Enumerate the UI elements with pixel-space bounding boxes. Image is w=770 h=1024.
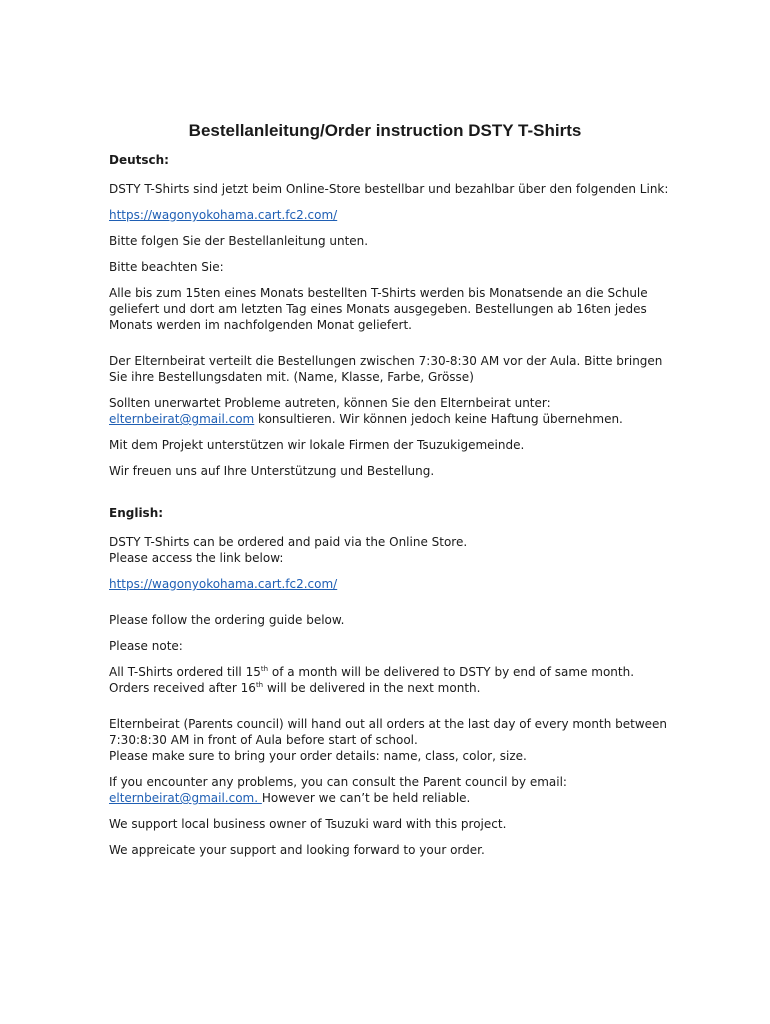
german-contact-info [109,395,669,427]
english-thanks: We appreicate your support and looking forward to your order. [109,843,485,857]
english-bring-details: Please make sure to bring your order details: name, class, color, size. [109,749,527,763]
english-distribution-info [109,716,669,764]
german-heading: Deutsch: [109,153,169,167]
english-delivery-info [109,664,669,696]
english-link-paragraph [109,576,669,592]
german-link-paragraph [109,207,669,223]
english-contact-info [109,774,669,806]
english-delivery-sup1: th [260,665,269,673]
english-delivery-text-c: will be delivered in the next month. [263,681,481,695]
english-heading: English: [109,506,164,520]
english-delivery-sup2: th [255,681,264,689]
english-support-local: We support local business owner of Tsuzuki ward with this project. [109,817,507,831]
english-liability-text: However we can’t be held reliable. [261,791,471,805]
german-store-link[interactable]: https://wagonyokohama.cart.fc2.com/ [109,208,338,222]
english-note-label: Please note: [109,639,183,653]
english-follow-guide: Please follow the ordering guide below. [109,613,345,627]
german-distribution-info: Der Elternbeirat verteilt die Bestellungen zwischen 7:30-8:30 AM vor der Aula. Bitte bringen Sie ihre Bestellungsdaten mit. (Name, Klasse, Farbe, Grösse) [109,354,663,384]
document-body [109,120,669,868]
english-email-link[interactable]: elternbeirat@gmail.com. [109,791,262,805]
english-store-link[interactable]: https://wagonyokohama.cart.fc2.com/ [109,577,338,591]
english-contact-text: If you encounter any problems, you can consult the Parent council by email: [109,775,567,789]
german-follow-guide: Bitte folgen Sie der Bestellanleitung unten. [109,234,369,248]
german-intro: DSTY T-Shirts sind jetzt beim Online-Store bestellbar und bezahlbar über den folgenden Link: [109,182,669,196]
english-intro [109,534,669,566]
document-title: Bestellanleitung/Order instruction DSTY T-Shirts [188,121,582,140]
english-intro-line2: Please access the link below: [109,551,284,565]
english-intro-line1: DSTY T-Shirts can be ordered and paid via the Online Store. [109,535,468,549]
german-liability-text: konsultieren. Wir können jedoch keine Haftung übernehmen. [254,412,623,426]
english-delivery-text-b: of a month will be delivered to DSTY by end of same month. Orders received after 16 [109,665,635,695]
english-delivery-text-a: All T-Shirts ordered till 15 [109,665,261,679]
german-contact-text: Sollten unerwartet Probleme autreten, können Sie den Elternbeirat unter: [109,396,551,410]
english-distribution-text: Elternbeirat (Parents council) will hand out all orders at the last day of every month between 7:30:8:30 AM in front of Aula before start of school. [109,717,668,747]
german-email-link[interactable]: elternbeirat@gmail.com [109,412,255,426]
german-delivery-info: Alle bis zum 15ten eines Monats bestellten T-Shirts werden bis Monatsende an die Schule geliefert und dort am letzten Tag eines Monats ausgegeben. Bestellungen ab 16ten jedes Monats werden im nachfolgenden Monat geliefert. [109,286,648,332]
german-thanks: Wir freuen uns auf Ihre Unterstützung und Bestellung. [109,464,435,478]
german-support-local: Mit dem Projekt unterstützen wir lokale Firmen der Tsuzukigemeinde. [109,438,525,452]
german-note-label: Bitte beachten Sie: [109,260,224,274]
